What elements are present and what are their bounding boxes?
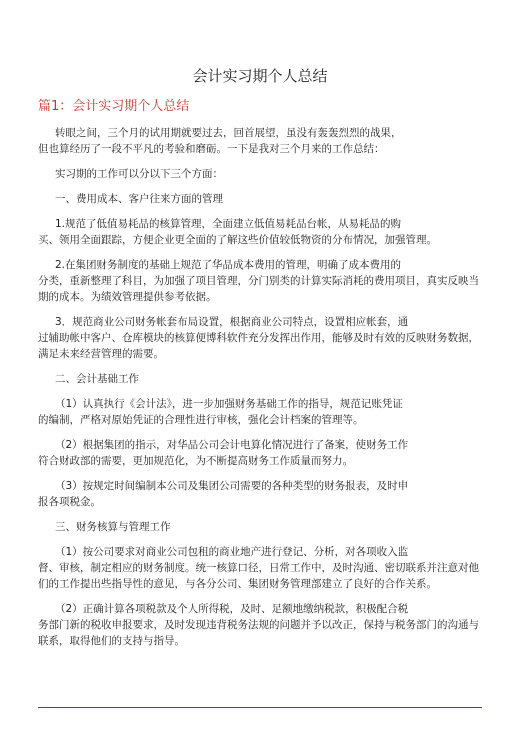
body-paragraph [38,396,486,428]
body-paragraph [38,191,486,207]
paragraph-line: 符合财政部的需要，更加规范化，为不断提高财务工作质量而努力。 [38,455,353,467]
body-paragraph [38,125,486,157]
footer-divider [38,707,482,708]
paragraph-line: 满足未来经营管理的需要。 [38,348,164,360]
body-paragraph [38,216,486,248]
paragraph-line: 期的成本。为绩效管理提供参考依据。 [38,291,217,303]
paragraph-line: 买、领用全面跟踪，方便企业更全面的了解这些价值较低物资的分布情况，加强管理。 [38,234,437,246]
paragraph-line: 们的工作提出些指导性的意见，与各分公司、集团财务管理部建立了良好的合作关系。 [38,578,437,590]
body-paragraph [38,166,486,182]
paragraph-line: 过辅助帐中客户、仓库模块的核算便博科软件充分发挥出作用，能够及时有效的反映财务数据， [38,332,479,344]
paragraph-line: 3．规范商业公司财务帐套布局设置，根据商业公司特点，设置相应帐套，通 [55,316,409,328]
paragraph-line: （2）正确计算各项税款及个人所得税，及时、足额地缴纳税款，积极配合税 [55,603,409,615]
paragraph-line: 2.在集团财务制度的基础上规范了华品成本费用的管理，明确了成本费用的 [55,259,402,271]
paragraph-line: 1.规范了低值易耗品的核算管理，全面建立低值易耗品台帐，从易耗品的购 [55,218,402,230]
paragraph-line: 一、费用成本、客户往来方面的管理 [55,193,223,205]
section-heading: 篇1：会计实习期个人总结 [38,99,190,114]
paragraph-line: 务部门新的税收申报要求，及时发现违背税务法规的问题并予以改正，保持与税务部门的沟通与 [38,619,479,631]
paragraph-line: （1）按公司要求对商业公司包租的商业地产进行登记、分析，对各项收入监 [55,546,409,558]
body-paragraph [38,519,486,535]
paragraph-line: 三、财务核算与管理工作 [55,521,171,533]
paragraph-line: 二、会计基础工作 [55,373,139,385]
document-title: 会计实习期个人总结 [192,67,328,85]
paragraph-line: 分类，重新整理了科目，为加强了项目管理，分门别类的计算实际消耗的费用项目，真实反映当 [38,275,479,287]
paragraph-line: 转眼之间，三个月的试用期就要过去，回首展望，虽没有轰轰烈烈的战果， [55,127,402,139]
body-paragraph [38,478,486,510]
paragraph-line: 实习期的工作可以分以下三个方面： [55,168,223,180]
body-paragraph [38,257,486,305]
paragraph-line: 但也算经历了一段不平凡的考验和磨砺。一下是我对三个月来的工作总结： [38,143,385,155]
paragraph-line: 报各项税金。 [38,496,101,508]
paragraph-line: 督、审核，制定相应的财务制度。统一核算口径，日常工作中，及时沟通、密切联系并注意对他 [38,562,479,574]
body-paragraph [38,601,486,649]
paragraph-line: （1）认真执行《会计法》，进一步加强财务基础工作的指导，规范记账凭证 [55,398,403,410]
body-paragraph [38,314,486,362]
body-paragraph [38,437,486,469]
body-paragraph [38,544,486,592]
paragraph-line: 联系，取得他们的支持与指导。 [38,635,185,647]
paragraph-line: 的编制，严格对原始凭证的合理性进行审核，强化会计档案的管理等。 [38,414,364,426]
body-paragraph [38,371,486,387]
document-body [38,125,486,658]
paragraph-line: （2）根据集团的指示，对华品公司会计电算化情况进行了备案，使财务工作 [55,439,409,451]
paragraph-line: （3）按规定时间编制本公司及集团公司需要的各种类型的财务报表，及时申 [55,480,409,492]
